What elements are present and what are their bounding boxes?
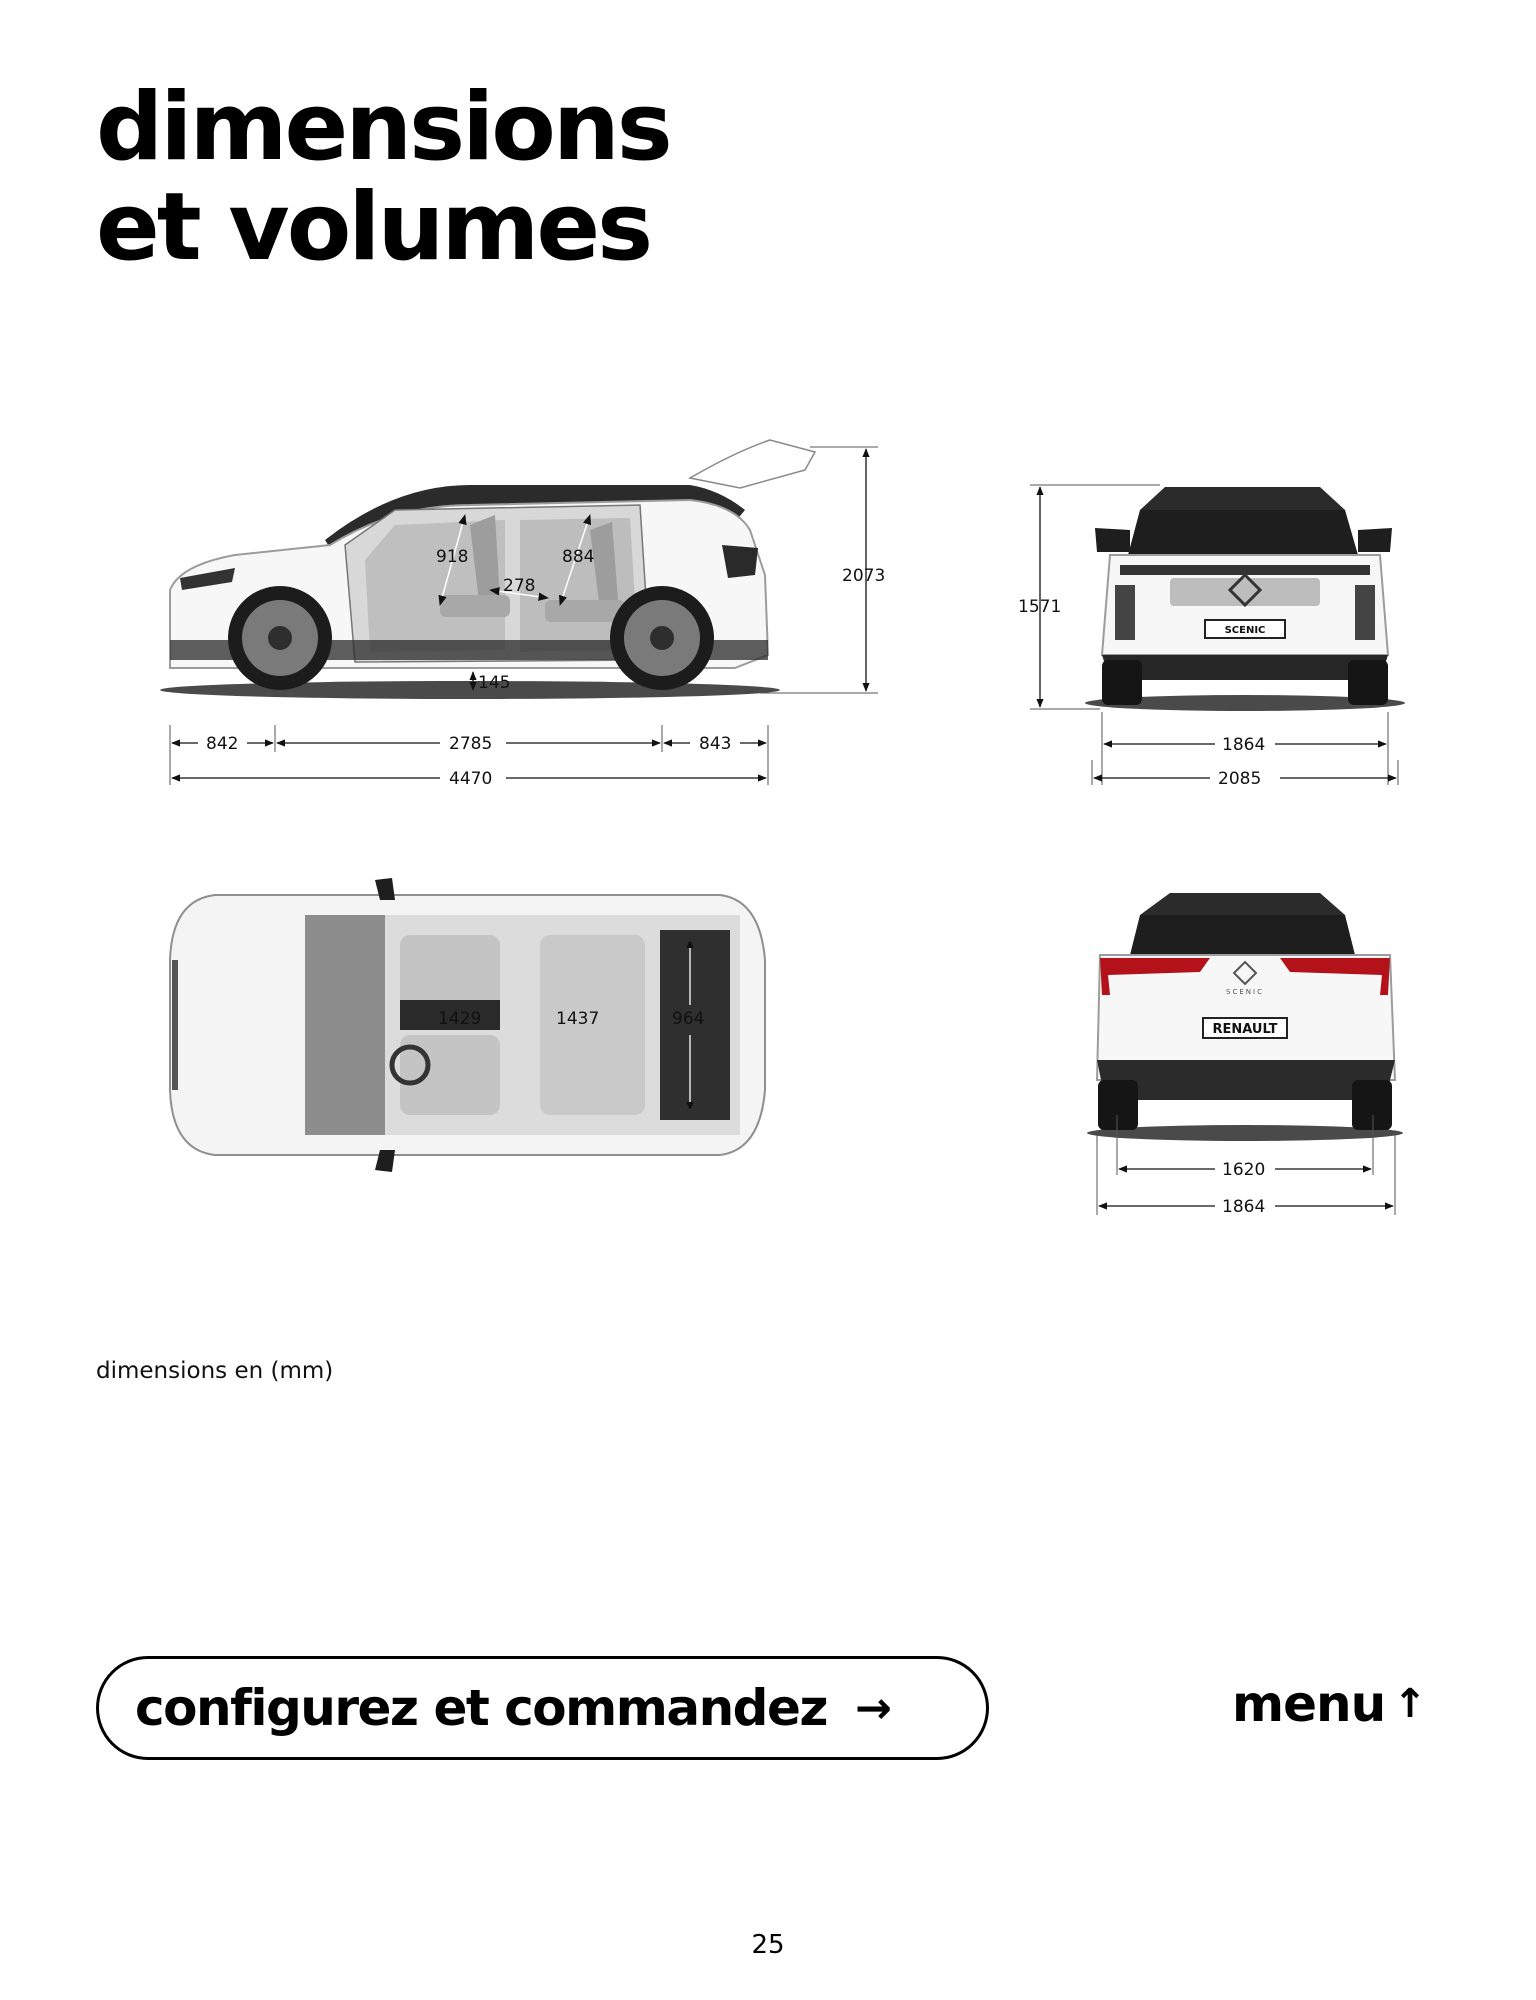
front-width-label: 1864 [1222, 735, 1266, 755]
units-note: dimensions en (mm) [96, 1358, 334, 1384]
front-badge: SCENIC [1224, 625, 1266, 636]
trunk-length-label: 964 [672, 1009, 705, 1029]
rear-track-label: 1620 [1222, 1160, 1266, 1180]
side-view-car [160, 440, 815, 699]
rear-width-label: 1864 [1222, 1197, 1266, 1217]
rear-headroom-label: 884 [562, 547, 595, 567]
configure-and-order-button[interactable] [96, 1656, 989, 1760]
arrow-right-icon: → [855, 1682, 892, 1734]
front-overhang-label: 842 [206, 734, 239, 754]
wheelbase-label: 2785 [449, 734, 493, 754]
menu-label: menu [1232, 1675, 1386, 1733]
front-elbow-width-label: 1429 [438, 1009, 482, 1029]
page-title-line-1: dimensions [96, 73, 670, 182]
page-title-line-2: et volumes [96, 173, 651, 282]
front-height-label: 1571 [1018, 597, 1062, 617]
length-label: 4470 [449, 769, 493, 789]
width-with-mirrors-label: 2085 [1218, 769, 1262, 789]
page-number: 25 [751, 1930, 785, 1960]
arrow-up-icon: ↑ [1393, 1681, 1427, 1727]
rear-overhang-label: 843 [699, 734, 732, 754]
menu-link[interactable] [1232, 1675, 1427, 1733]
rear-elbow-width-label: 1437 [556, 1009, 600, 1029]
rear-view-car [1087, 893, 1403, 1141]
rear-model-script: SCENIC [1226, 988, 1264, 996]
ground-clearance-label: 145 [478, 673, 511, 693]
front-headroom-label: 918 [436, 547, 469, 567]
height-label: 2073 [842, 566, 886, 586]
knee-room-label: 278 [503, 576, 536, 596]
front-view-car [1085, 487, 1405, 711]
configure-and-order-label: configurez et commandez [135, 1679, 827, 1737]
rear-badge: RENAULT [1212, 1022, 1278, 1037]
